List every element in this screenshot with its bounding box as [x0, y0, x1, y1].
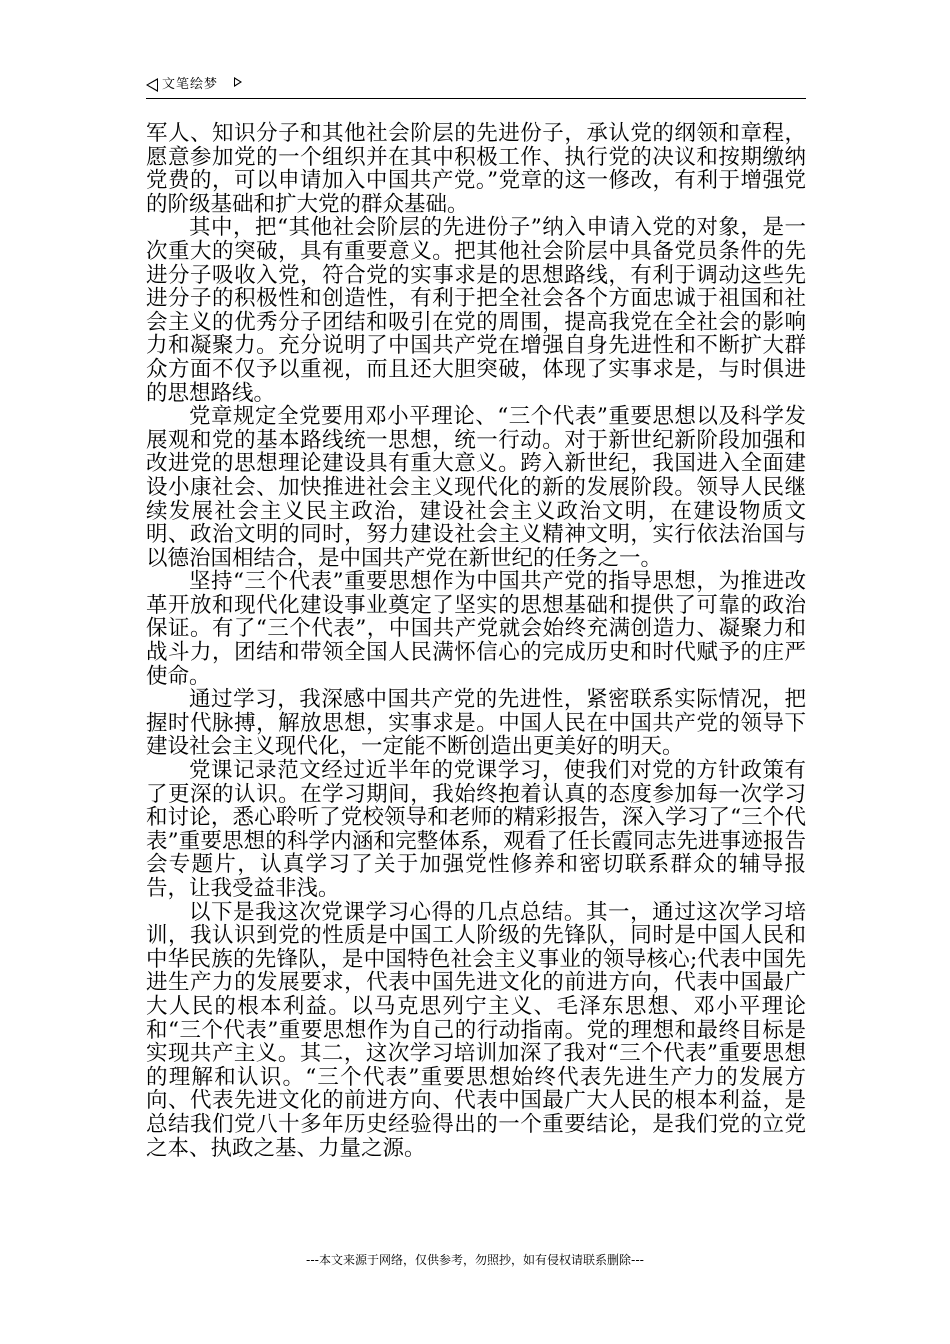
- paragraph: 通过学习，我深感中国共产党的先进性，紧密联系实际情况，把握时代脉搏，解放思想，实事求是。中国人民在中国共产党的领导下建设社会主义现代化，一定能不断创造出更美好的明天。: [146, 687, 806, 760]
- triangle-left-icon: [146, 78, 158, 92]
- footer-disclaimer: ---本文来源于网络，仅供参考，勿照抄，如有侵权请联系删除---: [306, 1253, 644, 1267]
- document-body: [146, 122, 806, 1160]
- paragraph: 军人、知识分子和其他社会阶层的先进份子，承认党的纲领和章程，愿意参加党的一个组织并在其中积极工作、执行党的决议和按期缴纳党费的，可以申请加入中国共产党。”党章的这一修改，有利于增强党的阶级基础和扩大党的群众基础。: [146, 121, 806, 217]
- paragraph: 党章规定全党要用邓小平理论、“三个代表”重要思想以及科学发展观和党的基本路线统一思想，统一行动。对于新世纪新阶段加强和改进党的思想理论建设具有重大意义。跨入新世纪，我国进入全面建设小康社会、加快推进社会主义现代化的新的发展阶段。领导人民继续发展社会主义民主政治，建设社会主义政治文明，在建设物质文明、政治文明的同时，努力建设社会主义精神文明，实行依法治国与以德治国相结合，是中国共产党在新世纪的任务之一。: [146, 404, 806, 571]
- paragraph: 坚持“三个代表”重要思想作为中国共产党的指导思想，为推进改革开放和现代化建设事业奠定了坚实的思想基础和提供了可靠的政治保证。有了“三个代表”，中国共产党就会始终充满创造力、凝聚力和战斗力，团结和带领全国人民满怀信心的完成历史和时代赋予的庄严使命。: [146, 569, 806, 689]
- page-header: [146, 74, 806, 99]
- header-brand: 文笔绘梦: [162, 77, 219, 92]
- paragraph: 其中，把“其他社会阶层的先进份子”纳入申请入党的对象，是一次重大的突破，具有重要意义。把其他社会阶层中具备党员条件的先进分子吸收入党，符合党的实事求是的思想路线，有利于调动这些先进分子的积极性和创造性，有利于把全社会各个方面忠诚于祖国和社会主义的优秀分子团结和吸引在党的周围，提高我党在全社会的影响力和凝聚力。充分说明了中国共产党在增强自身先进性和不断扩大群众方面不仅予以重视，而且还大胆突破，体现了实事求是，与时俱进的思想路线。: [146, 215, 806, 406]
- paragraph: 党课记录范文经过近半年的党课学习，使我们对党的方针政策有了更深的认识。在学习期间，我始终抱着认真的态度参加每一次学习和讨论，悉心聆听了党校领导和老师的精彩报告，深入学习了“三个代表”重要思想的科学内涵和完整体系，观看了任长霞同志先进事迹报告会专题片，认真学习了关于加强党性修养和密切联系群众的辅导报告，让我受益非浅。: [146, 758, 806, 901]
- paragraph: 以下是我这次党课学习心得的几点总结。其一，通过这次学习培训，我认识到党的性质是中国工人阶级的先锋队，同时是中国人民和中华民族的先锋队，是中国特色社会主义事业的领导核心;代表中国先进生产力的发展要求，代表中国先进文化的前进方向，代表中国最广大人民的根本利益。以马克思列宁主义、毛泽东思想、邓小平理论和“三个代表”重要思想作为自己的行动指南。党的理想和最终目标是实现共产主义。其二，这次学习培训加深了我对“三个代表”重要思想的理解和认识。“三个代表”重要思想始终代表先进生产力的发展方向、代表先进文化的前进方向、代表中国最广大人民的根本利益，是总结我们党八十多年历史经验得出的一个重要结论，是我们党的立党之本、执政之基、力量之源。: [146, 899, 806, 1161]
- triangle-right-icon: [234, 77, 242, 87]
